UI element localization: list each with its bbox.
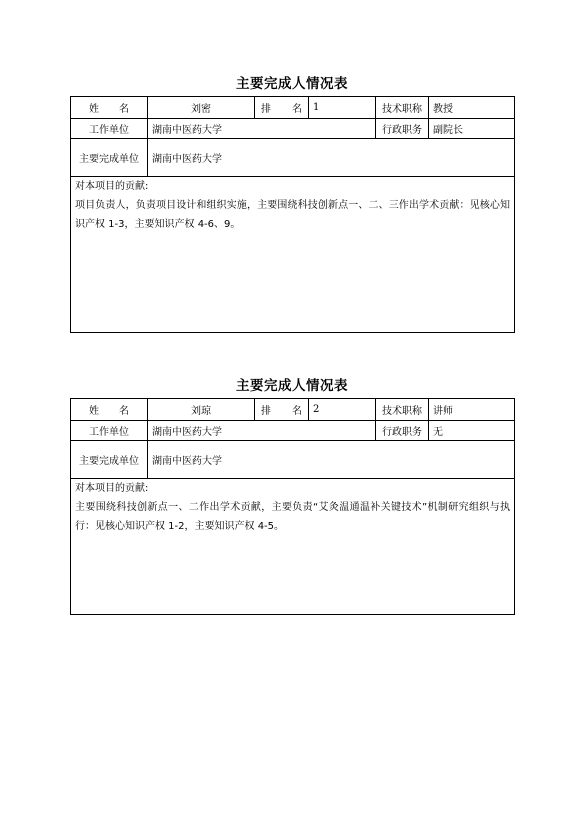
main-unit-value: 湖南中医药大学 xyxy=(148,441,515,479)
tech-title-value: 讲师 xyxy=(429,399,515,421)
rank-value: 2 xyxy=(309,399,376,421)
tech-title-label: 技术职称 xyxy=(376,97,429,119)
person-table xyxy=(70,398,515,615)
name-label-char-2: 名 xyxy=(119,104,129,115)
rank-label-cell xyxy=(255,399,309,421)
contribution-text: 主要围绕科技创新点一、二作出学术贡献，主要负责“艾灸温通温补关键技术”机制研究组织与执行：见核心知识产权 1-2，主要知识产权 4-5。 xyxy=(75,502,510,532)
work-unit-label: 工作单位 xyxy=(71,119,148,139)
contribution-label: 对本项目的贡献: xyxy=(75,483,149,494)
rank-value: 1 xyxy=(309,97,376,119)
rank-label-char-1: 排 xyxy=(261,406,271,417)
main-unit-value: 湖南中医药大学 xyxy=(148,139,515,177)
rank-label-char-2: 名 xyxy=(292,406,302,417)
name-label-char-1: 姓 xyxy=(89,104,99,115)
rank-label-char-2: 名 xyxy=(292,104,302,115)
form-title: 主要完成人情况表 xyxy=(236,378,348,394)
contribution-cell xyxy=(71,177,515,333)
work-unit-value: 湖南中医药大学 xyxy=(148,119,376,139)
admin-post-value: 无 xyxy=(429,421,515,441)
admin-post-label: 行政职务 xyxy=(376,119,429,139)
tech-title-value: 教授 xyxy=(429,97,515,119)
contribution-label: 对本项目的贡献: xyxy=(75,181,149,192)
name-label-cell xyxy=(71,399,148,421)
name-label-char-1: 姓 xyxy=(89,406,99,417)
form-title: 主要完成人情况表 xyxy=(236,76,348,92)
name-label-char-2: 名 xyxy=(119,406,129,417)
name-label-cell xyxy=(71,97,148,119)
contribution-text: 项目负责人，负责项目设计和组织实施，主要围绕科技创新点一、二、三作出学术贡献：见核心知识产权 1-3，主要知识产权 4-6、9。 xyxy=(75,200,510,230)
rank-label-char-1: 排 xyxy=(261,104,271,115)
rank-label-cell xyxy=(255,97,309,119)
work-unit-value: 湖南中医药大学 xyxy=(148,421,376,441)
name-value: 刘密 xyxy=(148,97,255,119)
admin-post-label: 行政职务 xyxy=(376,421,429,441)
main-unit-label: 主要完成单位 xyxy=(71,441,148,479)
main-unit-label: 主要完成单位 xyxy=(71,139,148,177)
person-table xyxy=(70,96,515,333)
admin-post-value: 副院长 xyxy=(429,119,515,139)
tech-title-label: 技术职称 xyxy=(376,399,429,421)
contribution-cell xyxy=(71,479,515,615)
work-unit-label: 工作单位 xyxy=(71,421,148,441)
name-value: 刘琼 xyxy=(148,399,255,421)
